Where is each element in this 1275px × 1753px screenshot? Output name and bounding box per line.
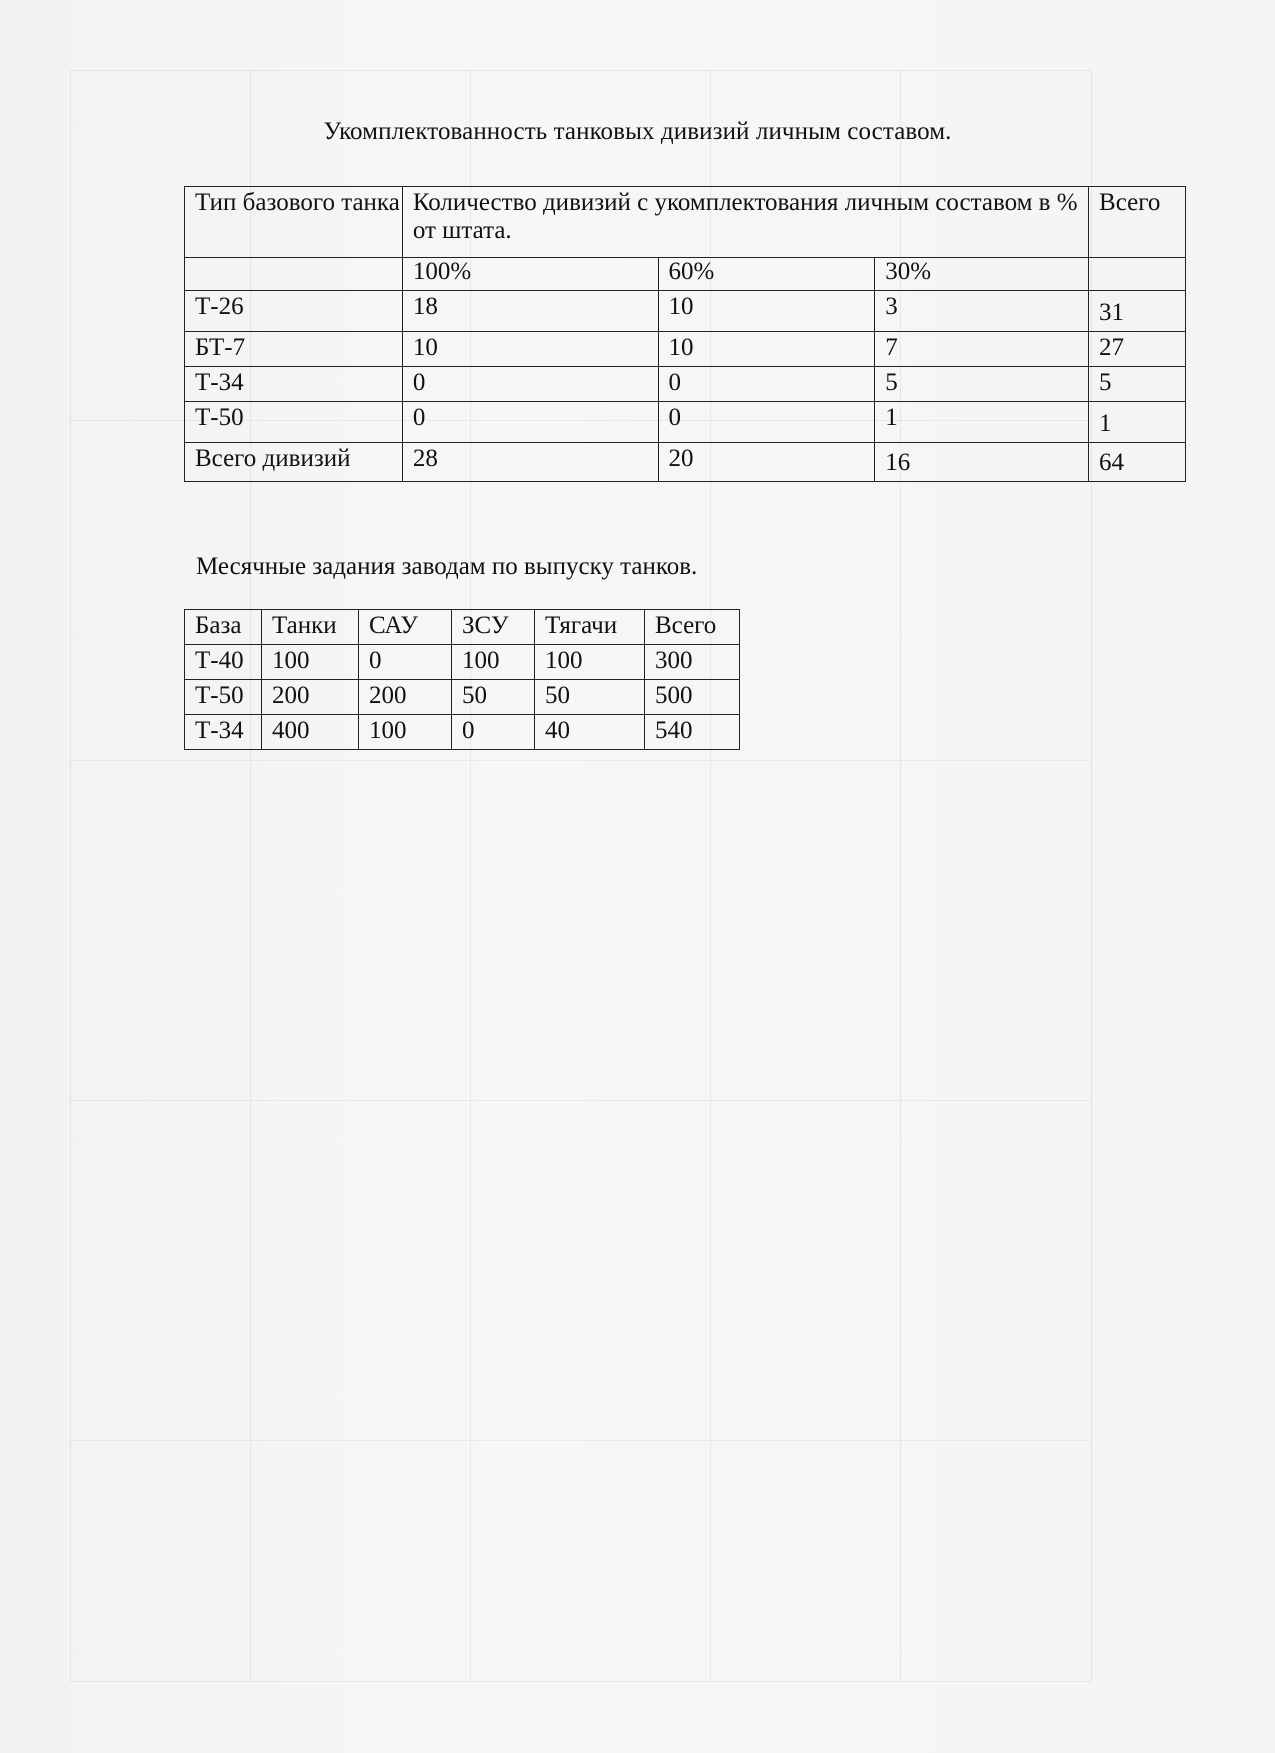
staffing-subheader-row (185, 258, 1186, 291)
table-row-total (185, 443, 1186, 482)
cell: 200 (359, 680, 452, 715)
bleed-through-line (70, 1100, 1090, 1101)
cell-30: 3 (875, 291, 1089, 332)
cell: 100 (359, 715, 452, 750)
header-count: Количество дивизий с укомплектования личным составом в % от штата. (402, 187, 1088, 258)
subheader-100: 100% (402, 258, 658, 291)
cell-100: 28 (402, 443, 658, 482)
cell: 300 (645, 645, 740, 680)
table-row (185, 291, 1186, 332)
subheader-empty (1089, 258, 1186, 291)
bleed-through-line (70, 760, 1090, 761)
cell: Т-50 (185, 680, 262, 715)
cell-total: 5 (1089, 367, 1186, 402)
col-header: База (185, 610, 262, 645)
table-row (185, 367, 1186, 402)
cell-total: 1 (1089, 402, 1186, 443)
cell: Т-40 (185, 645, 262, 680)
staffing-header-row (185, 187, 1186, 258)
staffing-table-title: Укомплектованность танковых дивизий личным составом. (323, 118, 952, 145)
production-header-row (185, 610, 740, 645)
col-header: Тягачи (535, 610, 645, 645)
cell-100: 10 (402, 332, 658, 367)
cell-type: Т-26 (185, 291, 403, 332)
table-row (185, 680, 740, 715)
header-total: Всего (1089, 187, 1186, 258)
cell-60: 10 (658, 332, 875, 367)
cell: 50 (535, 680, 645, 715)
cell: 0 (359, 645, 452, 680)
col-header: САУ (359, 610, 452, 645)
cell-60: 10 (658, 291, 875, 332)
cell-100: 0 (402, 402, 658, 443)
production-table-title: Месячные задания заводам по выпуску танков. (196, 553, 698, 580)
cell-100: 18 (402, 291, 658, 332)
cell: 540 (645, 715, 740, 750)
cell: 0 (452, 715, 535, 750)
cell-60: 0 (658, 367, 875, 402)
cell-total: 64 (1089, 443, 1186, 482)
cell-100: 0 (402, 367, 658, 402)
cell-type: БТ-7 (185, 332, 403, 367)
col-header: Всего (645, 610, 740, 645)
cell: 400 (262, 715, 359, 750)
cell-30: 5 (875, 367, 1089, 402)
cell-total: 31 (1089, 291, 1186, 332)
cell: 200 (262, 680, 359, 715)
subheader-60: 60% (658, 258, 875, 291)
cell-60: 20 (658, 443, 875, 482)
subheader-30: 30% (875, 258, 1089, 291)
table-row (185, 402, 1186, 443)
table-row (185, 715, 740, 750)
cell-30: 1 (875, 402, 1089, 443)
col-header: ЗСУ (452, 610, 535, 645)
table-row (185, 332, 1186, 367)
col-header: Танки (262, 610, 359, 645)
subheader-empty (185, 258, 403, 291)
cell: 100 (535, 645, 645, 680)
header-type: Тип базового танка (185, 187, 403, 258)
cell-30: 16 (875, 443, 1089, 482)
cell-type: Т-34 (185, 367, 403, 402)
cell-30: 7 (875, 332, 1089, 367)
cell: Т-34 (185, 715, 262, 750)
cell-60: 0 (658, 402, 875, 443)
cell-total: 27 (1089, 332, 1186, 367)
bleed-through-line (70, 1440, 1090, 1441)
cell: 50 (452, 680, 535, 715)
cell: 100 (452, 645, 535, 680)
cell: 40 (535, 715, 645, 750)
cell-type: Т-50 (185, 402, 403, 443)
production-table (184, 609, 740, 750)
table-row (185, 645, 740, 680)
cell-type: Всего дивизий (185, 443, 403, 482)
cell: 100 (262, 645, 359, 680)
staffing-table (184, 186, 1186, 482)
cell: 500 (645, 680, 740, 715)
